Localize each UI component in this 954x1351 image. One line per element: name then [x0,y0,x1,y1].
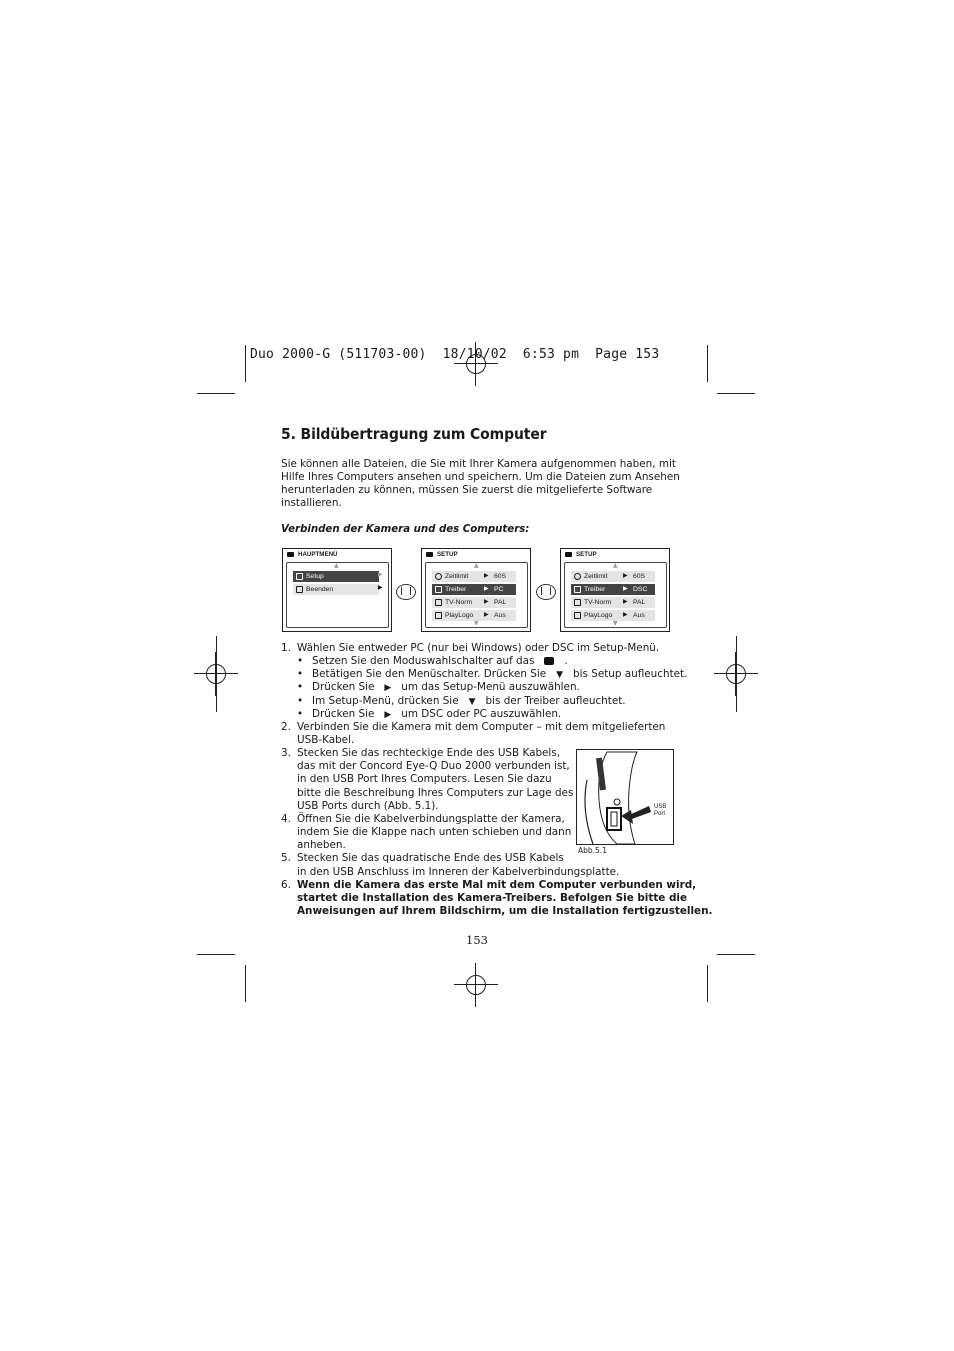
logo-icon [574,612,581,619]
tv-icon [574,599,581,606]
print-slug: Duo 2000-G (511703-00) 18/10/02 6:53 pm Page 153 [250,347,660,362]
figure-usb-port [576,749,674,845]
step-text: Verbinden Sie die Kamera mit dem Computer – mit dem mitgelieferten [297,721,666,733]
step-text: Stecken Sie das quadratische Ende des USB Kabels [297,852,564,864]
step-text: das mit der Concord Eye-Q Duo 2000 verbunden ist, [297,760,570,772]
scroll-down-icon: ▼ [613,620,618,627]
camera-icon [287,552,294,557]
arrow-right-icon: ▶ [623,573,628,579]
step-text: Wenn die Kamera das erste Mal mit dem Computer verbunden wird, [297,879,697,891]
menu-screen-main [282,548,392,632]
camera-mode-icon [544,657,554,665]
camera-illustration [577,750,673,844]
crop-mark [707,345,708,382]
screen-header: SETUP [576,551,597,558]
arrow-right-icon: ▶ [384,683,392,693]
step-text: in den USB Anschluss im Inneren der Kabelverbindungsplatte. [297,866,620,878]
menu-row: TV-Norm ▶ PAL [432,597,516,608]
step-text: Anweisungen auf Ihrem Bildschirm, um die Installation fertigzustellen. [297,905,713,917]
figure-caption: Abb.5.1 [578,846,607,855]
screen-header: SETUP [437,551,458,558]
bullet: • [297,681,304,693]
camera-icon [565,552,572,557]
clock-icon [435,573,442,580]
bullet: • [297,655,304,667]
step-number: 6. [281,879,291,891]
bullet: • [297,668,304,680]
arrow-right-icon: ▶ [378,584,383,591]
intro-line: installieren. [281,497,342,509]
step-text: indem Sie die Klappe nach unten schieben und dann [297,826,572,838]
arrow-right-icon: ▶ [623,586,628,592]
menu-row: Zeitlimit ▶ 60S [571,571,655,582]
step-text: USB-Kabel. [297,734,355,746]
menu-row: Beenden [293,584,379,595]
crop-mark [197,393,235,394]
scroll-up-icon: ▲ [334,562,339,569]
step-number: 1. [281,642,291,654]
step-text: bitte die Beschreibung Ihres Computers zur Lage des [297,787,574,799]
monitor-icon [435,586,442,593]
arrow-right-icon: ▶ [378,571,383,578]
arrow-right-icon: ▶ [384,710,392,720]
crop-mark [245,345,246,382]
scroll-up-icon: ▲ [613,562,618,569]
monitor-icon [574,586,581,593]
intro-line: Hilfe Ihres Computers ansehen und speichern. Um die Dateien zum Ansehen [281,471,680,483]
camera-icon [426,552,433,557]
registration-mark-icon [721,659,751,689]
figure-label: USB [654,804,667,810]
intro-line: Sie können alle Dateien, die Sie mit Ihrer Kamera aufgenommen haben, mit [281,458,676,470]
menu-row: Treiber ▶ PC [432,584,516,595]
bullet-text: Setzen Sie den Moduswahlschalter auf das . [312,655,568,667]
arrow-down-icon: ▼ [468,697,476,707]
bullet: • [297,708,304,720]
registration-mark-icon [201,659,231,689]
bullet-text: Betätigen Sie den Menüschalter. Drücken Sie ▼ bis Setup aufleuchtet. [312,668,688,680]
crop-mark [707,965,708,1002]
figure-label: Port [654,811,666,817]
tv-icon [435,599,442,606]
arrow-right-icon: ▶ [623,599,628,605]
intro-line: herunterladen zu können, müssen Sie zuerst die mitgelieferte Software [281,484,653,496]
step-text: USB Ports durch (Abb. 5.1). [297,800,439,812]
crop-mark [717,393,755,394]
arrow-right-icon: ▶ [484,573,489,579]
menu-row: Setup [293,571,379,582]
crop-mark [245,965,246,1002]
screen-header: HAUPTMENÜ [298,551,338,558]
step-text: anheben. [297,839,346,851]
section-subheading: Verbinden der Kamera und des Computers: [281,524,530,535]
menu-row: PlayLogo ▶ Aus [432,610,516,621]
logo-icon [435,612,442,619]
arrow-right-icon: ▶ [623,612,628,618]
crop-mark [197,954,235,955]
page-title: 5. Bildübertragung zum Computer [281,425,547,443]
arrow-right-icon: ▶ [484,612,489,618]
scroll-down-icon: ▼ [474,620,479,627]
crop-mark [717,954,755,955]
menu-row: TV-Norm ▶ PAL [571,597,655,608]
bullet-text: Drücken Sie ▶ um das Setup-Menü auszuwählen. [312,681,580,693]
arrow-right-icon: ▶ [484,599,489,605]
dial-icon [396,584,416,600]
step-text: Stecken Sie das rechteckige Ende des USB Kabels, [297,747,561,759]
dial-icon [536,584,556,600]
arrow-right-icon: ▶ [484,586,489,592]
step-text: Öffnen Sie die Kabelverbindungsplatte der Kamera, [297,813,565,825]
bullet-text: Im Setup-Menü, drücken Sie ▼ bis der Treiber aufleuchtet. [312,695,626,707]
arrow-down-icon: ▼ [556,670,564,680]
wrench-icon [296,573,303,580]
scroll-up-icon: ▲ [474,562,479,569]
menu-screen-setup-dsc [560,548,670,632]
bullet: • [297,695,304,707]
menu-row: Treiber ▶ DSC [571,584,655,595]
step-text: in den USB Port Ihres Computers. Lesen Sie dazu [297,773,552,785]
exit-icon [296,586,303,593]
menu-row: Zeitlimit ▶ 60S [432,571,516,582]
step-text: Wählen Sie entweder PC (nur bei Windows) oder DSC im Setup-Menü. [297,642,660,654]
step-number: 2. [281,721,291,733]
page-number: 153 [466,933,488,947]
clock-icon [574,573,581,580]
bullet-text: Drücken Sie ▶ um DSC oder PC auszuwählen. [312,708,562,720]
step-text: startet die Installation des Kamera-Treibers. Befolgen Sie bitte die [297,892,688,904]
step-number: 3. [281,747,291,759]
menu-row: PlayLogo ▶ Aus [571,610,655,621]
menu-screen-setup-pc [421,548,531,632]
step-number: 5. [281,852,291,864]
step-number: 4. [281,813,291,825]
registration-mark-icon [461,970,491,1000]
